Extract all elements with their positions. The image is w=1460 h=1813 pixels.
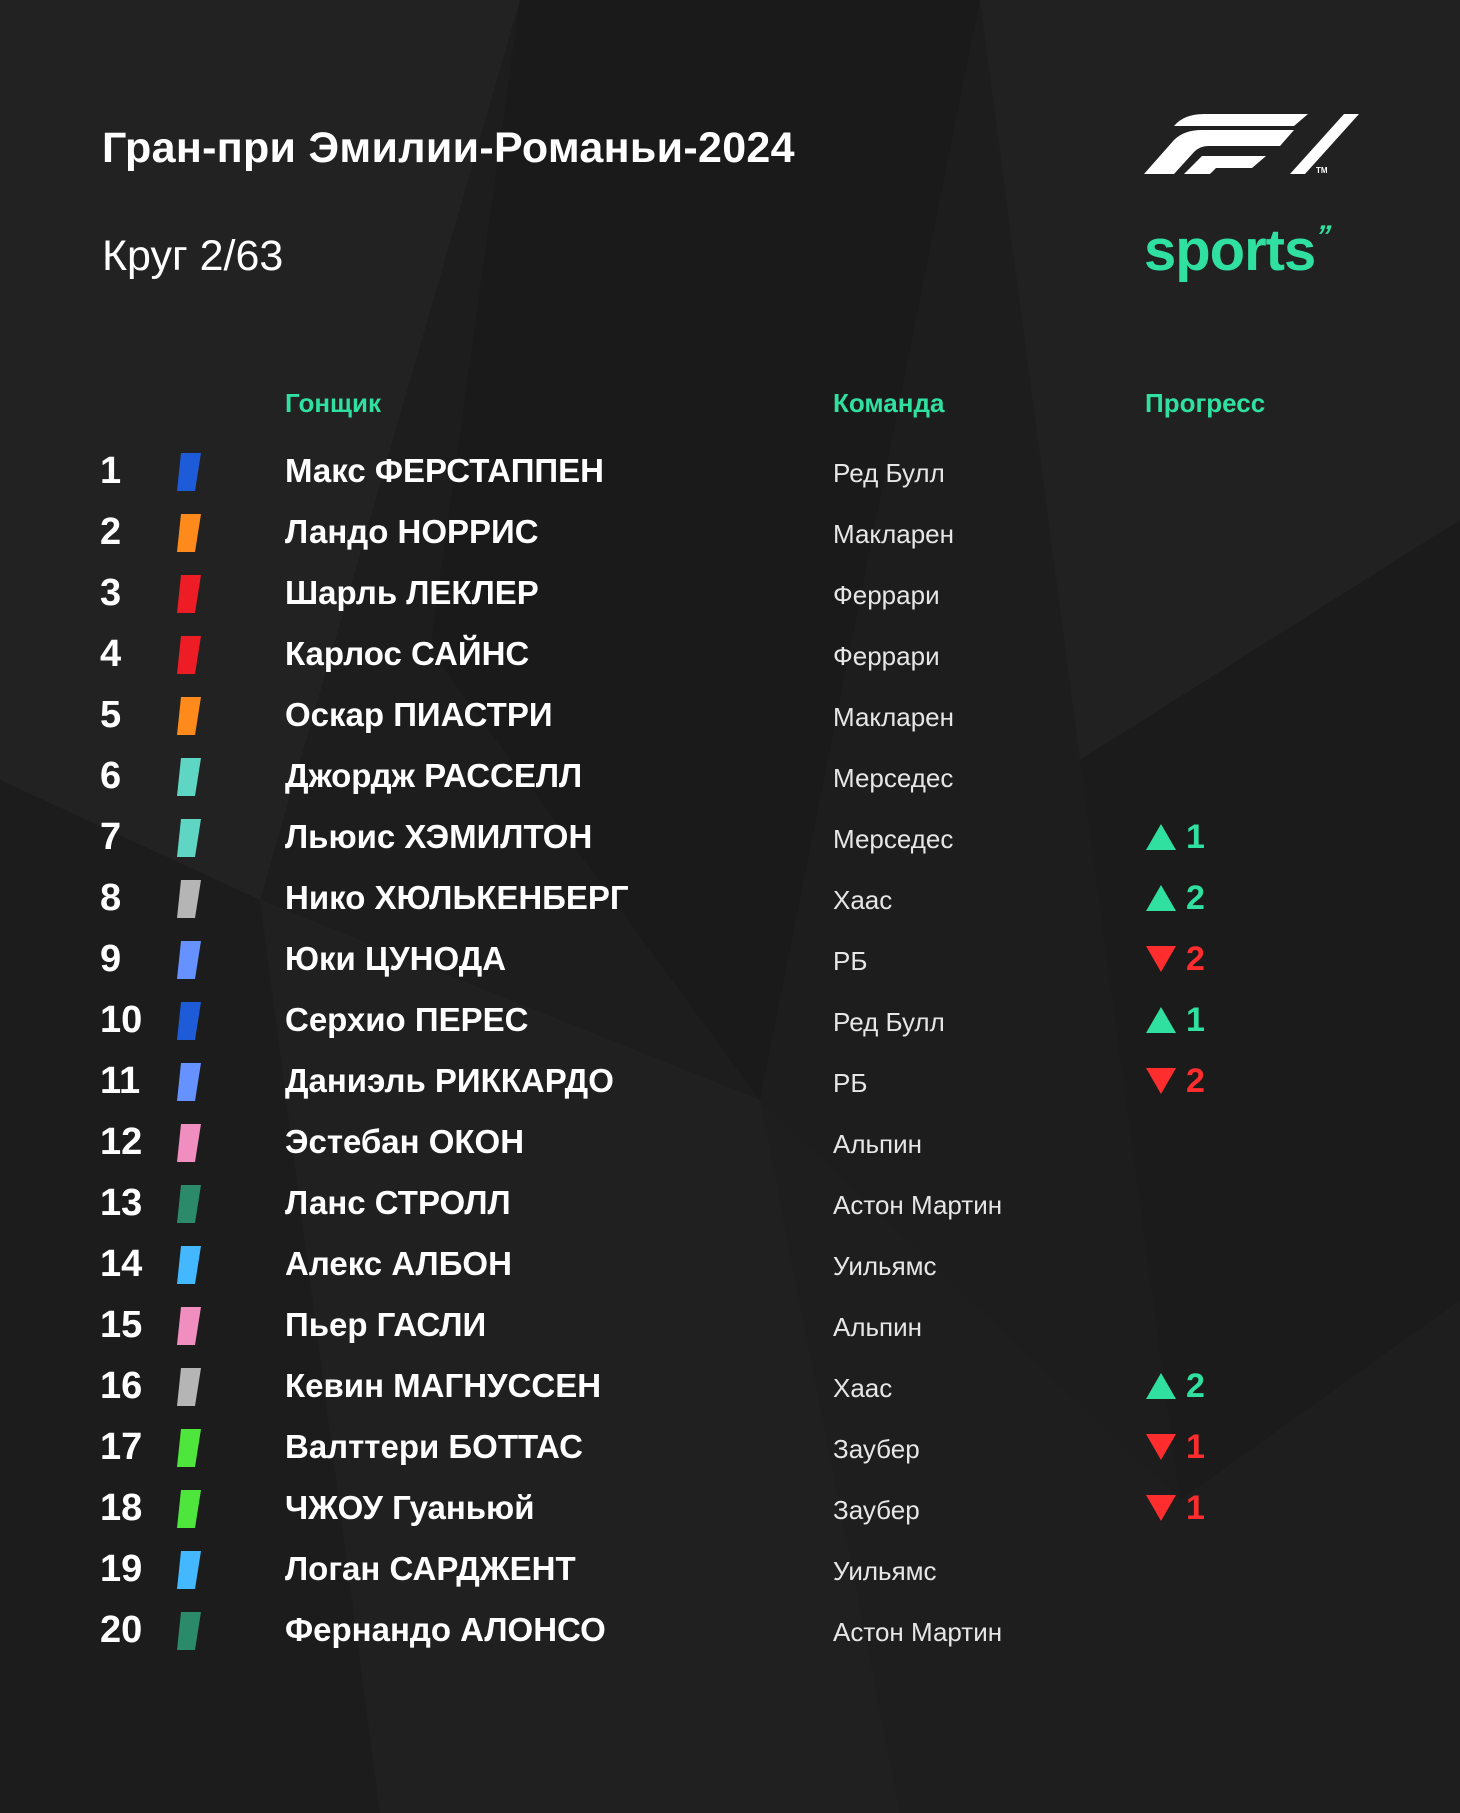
- driver-name: Кевин МАГНУССЕН: [285, 1367, 602, 1404]
- position-change: [1146, 1361, 1205, 1411]
- position-number: 8: [100, 877, 122, 919]
- team-color-flag-icon: [177, 1124, 201, 1162]
- driver-name: Ланс СТРОЛЛ: [285, 1184, 511, 1221]
- team-color-flag-icon: [177, 575, 201, 613]
- team-name: Уильямс: [833, 1251, 937, 1281]
- position-number: 7: [100, 816, 122, 858]
- driver-name: Шарль ЛЕКЛЕР: [285, 574, 539, 611]
- position-number: 17: [100, 1426, 143, 1468]
- standings-row: [0, 873, 1460, 923]
- position-change: [1146, 873, 1205, 923]
- position-change: [1146, 1483, 1205, 1533]
- driver-name: Валттери БОТТАС: [285, 1428, 583, 1465]
- driver-name: Карлос САЙНС: [285, 635, 530, 672]
- lap-counter: Круг 2/63: [102, 232, 284, 280]
- team-color-flag-icon: [177, 697, 201, 735]
- team-name: Астон Мартин: [833, 1190, 1003, 1220]
- column-header-progress: Прогресс: [1145, 388, 1266, 418]
- svg-text:TM: TM: [1316, 166, 1328, 174]
- team-name: Альпин: [833, 1129, 923, 1159]
- position-change-value: 1: [1186, 1001, 1205, 1039]
- driver-name: Ландо НОРРИС: [285, 513, 539, 550]
- standings-row: [0, 446, 1460, 496]
- team-color-flag-icon: [177, 819, 201, 857]
- driver-name: Фернандо АЛОНСО: [285, 1611, 606, 1648]
- standings-row: [0, 934, 1460, 984]
- team-name: Макларен: [833, 702, 954, 732]
- team-name: Ред Булл: [833, 458, 945, 488]
- team-color-flag-icon: [177, 941, 201, 979]
- team-name: Хаас: [833, 885, 893, 915]
- team-color-flag-icon: [177, 453, 201, 491]
- position-number: 12: [100, 1121, 143, 1163]
- position-change: [1146, 812, 1205, 862]
- sports-logo-mark: ’’: [1311, 220, 1335, 253]
- standings-row: [0, 1422, 1460, 1472]
- arrow-down-icon: [1146, 1068, 1176, 1094]
- standings-row: [0, 1178, 1460, 1228]
- arrow-up-icon: [1146, 824, 1176, 850]
- standings-row: [0, 751, 1460, 801]
- driver-name: Эстебан ОКОН: [285, 1123, 525, 1160]
- team-name: РБ: [833, 946, 868, 976]
- position-number: 11: [100, 1060, 141, 1102]
- column-header-team: Команда: [833, 388, 945, 418]
- sports-logo: [1144, 218, 1335, 283]
- position-change-value: 2: [1186, 1367, 1205, 1405]
- position-change-value: 2: [1186, 940, 1205, 978]
- standings-row: [0, 568, 1460, 618]
- position-change-value: 1: [1186, 1489, 1205, 1527]
- position-change: [1146, 1422, 1205, 1472]
- position-number: 10: [100, 999, 143, 1041]
- position-number: 3: [100, 572, 122, 614]
- standings-row: [0, 1544, 1460, 1594]
- team-name: Хаас: [833, 1373, 893, 1403]
- position-number: 6: [100, 755, 122, 797]
- team-name: Уильямс: [833, 1556, 937, 1586]
- standings-row: [0, 812, 1460, 862]
- team-name: Мерседес: [833, 763, 954, 793]
- standings-row: [0, 1605, 1460, 1655]
- position-number: 2: [100, 511, 122, 553]
- arrow-down-icon: [1146, 1434, 1176, 1460]
- position-number: 1: [100, 450, 122, 492]
- standings-row: [0, 629, 1460, 679]
- f1-logo-icon: [1144, 112, 1359, 174]
- position-change: [1146, 1056, 1205, 1106]
- standings-row: [0, 1056, 1460, 1106]
- team-color-flag-icon: [177, 514, 201, 552]
- team-name: Альпин: [833, 1312, 923, 1342]
- standings-row: [0, 1117, 1460, 1167]
- arrow-down-icon: [1146, 946, 1176, 972]
- driver-name: Даниэль РИККАРДО: [285, 1062, 614, 1099]
- team-color-flag-icon: [177, 880, 201, 918]
- team-color-flag-icon: [177, 1063, 201, 1101]
- arrow-up-icon: [1146, 885, 1176, 911]
- position-number: 13: [100, 1182, 143, 1224]
- team-color-flag-icon: [177, 1612, 201, 1650]
- team-color-flag-icon: [177, 1551, 201, 1589]
- driver-name: ЧЖОУ Гуаньюй: [285, 1489, 535, 1526]
- team-name: РБ: [833, 1068, 868, 1098]
- driver-name: Серхио ПЕРЕС: [285, 1001, 529, 1038]
- position-change-value: 2: [1186, 1062, 1205, 1100]
- team-color-flag-icon: [177, 758, 201, 796]
- sports-logo-text: sports: [1144, 218, 1316, 283]
- column-header-driver: Гонщик: [285, 388, 381, 418]
- driver-name: Юки ЦУНОДА: [285, 940, 507, 977]
- position-number: 19: [100, 1548, 143, 1590]
- page-title: Гран-при Эмилии-Романьи-2024: [102, 124, 795, 172]
- position-number: 18: [100, 1487, 143, 1529]
- standings-row: [0, 1300, 1460, 1350]
- team-name: Заубер: [833, 1495, 920, 1525]
- team-color-flag-icon: [177, 1246, 201, 1284]
- position-change: [1146, 995, 1205, 1045]
- position-number: 4: [100, 633, 122, 675]
- team-name: Мерседес: [833, 824, 954, 854]
- team-color-flag-icon: [177, 1490, 201, 1528]
- team-name: Астон Мартин: [833, 1617, 1003, 1647]
- team-color-flag-icon: [177, 636, 201, 674]
- position-number: 5: [100, 694, 122, 736]
- team-color-flag-icon: [177, 1368, 201, 1406]
- driver-name: Пьер ГАСЛИ: [285, 1306, 487, 1343]
- arrow-up-icon: [1146, 1007, 1176, 1033]
- standings-row: [0, 690, 1460, 740]
- standings-row: [0, 1239, 1460, 1289]
- position-change-value: 1: [1186, 1428, 1205, 1466]
- team-name: Ред Булл: [833, 1007, 945, 1037]
- team-color-flag-icon: [177, 1002, 201, 1040]
- driver-name: Нико ХЮЛЬКЕНБЕРГ: [285, 879, 629, 916]
- arrow-up-icon: [1146, 1373, 1176, 1399]
- team-color-flag-icon: [177, 1429, 201, 1467]
- position-number: 16: [100, 1365, 143, 1407]
- team-color-flag-icon: [177, 1185, 201, 1223]
- driver-name: Оскар ПИАСТРИ: [285, 696, 553, 733]
- position-change-value: 1: [1186, 818, 1205, 856]
- standings-row: [0, 1483, 1460, 1533]
- arrow-down-icon: [1146, 1495, 1176, 1521]
- position-number: 9: [100, 938, 122, 980]
- position-change-value: 2: [1186, 879, 1205, 917]
- driver-name: Джордж РАССЕЛЛ: [285, 757, 583, 794]
- standings-row: [0, 995, 1460, 1045]
- driver-name: Макс ФЕРСТАППЕН: [285, 452, 604, 489]
- driver-name: Льюис ХЭМИЛТОН: [285, 818, 593, 855]
- position-number: 15: [100, 1304, 143, 1346]
- team-name: Феррари: [833, 580, 940, 610]
- driver-name: Логан САРДЖЕНТ: [285, 1550, 576, 1587]
- position-change: [1146, 934, 1205, 984]
- position-number: 14: [100, 1243, 143, 1285]
- team-color-flag-icon: [177, 1307, 201, 1345]
- driver-name: Алекс АЛБОН: [285, 1245, 512, 1282]
- standings-row: [0, 1361, 1460, 1411]
- position-number: 20: [100, 1609, 143, 1651]
- team-name: Феррари: [833, 641, 940, 671]
- team-name: Заубер: [833, 1434, 920, 1464]
- team-name: Макларен: [833, 519, 954, 549]
- standings-row: [0, 507, 1460, 557]
